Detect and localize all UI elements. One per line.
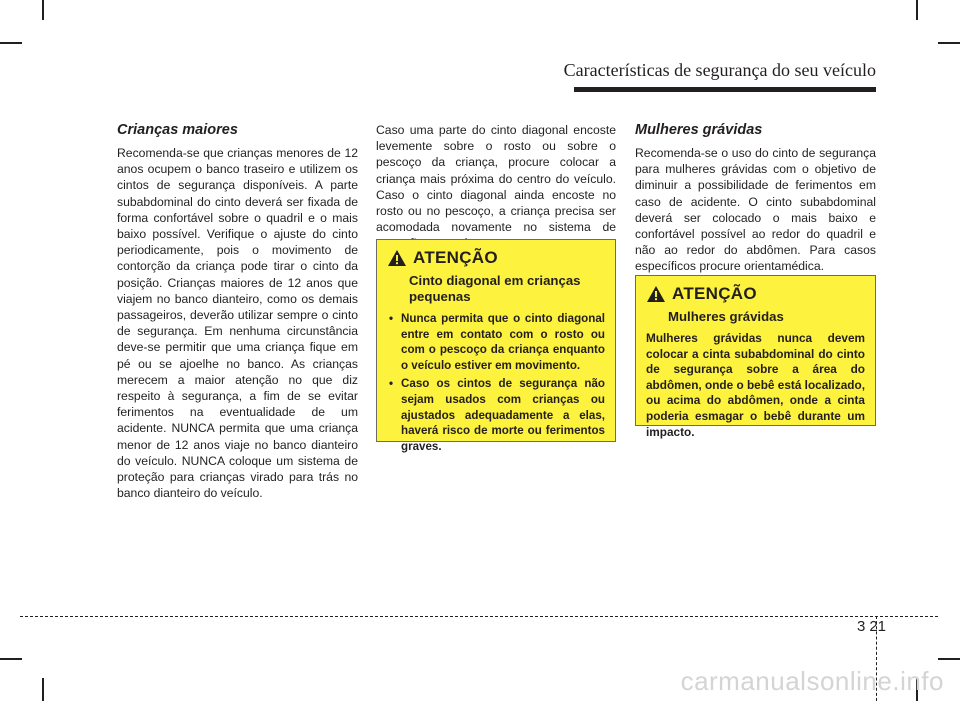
warning-triangle-icon (387, 249, 407, 267)
warning-title: ATENÇÃO (413, 248, 498, 267)
warning-text: Mulheres grávidas nunca devem colocar a cinta subabdominal do cinto de segurança sobre a área do abdômen, onde o bebê está localizado, ou acima do abdômen, onde a cinta poderia esmagar o bebê durante um impacto. (646, 331, 865, 439)
crop-mark (0, 658, 22, 660)
bullet-icon: • (389, 312, 394, 325)
header-rule (574, 87, 876, 92)
watermark: carmanualsonline.info (680, 666, 944, 696)
footer-divider (20, 616, 938, 617)
list-item-text: Caso os cintos de segurança não sejam usados com crianças ou ajustados adequadamente a elas, haverá risco de morte ou ferimentos graves. (401, 377, 605, 453)
crop-mark (938, 42, 960, 44)
body-paragraph: Recomenda-se que crianças menores de 12 anos ocupem o banco traseiro e utilizem os cintos de segurança disponíveis. A parte subabdominal do cinto deverá ser fixada de forma confortável sobre o quadril e o mais baixo possível. Verifique o ajuste do cinto periodicamente, pois o movimento de contorção da criança pode tirar o cinto da posição. Crianças maiores de 12 anos que viajem no banco dianteiro, como os demais passageiros, deverão utilizar sempre o cinto de segurança. Em nenhuma circunstância deve-se permitir que uma criança fique em pé ou se ajoelhe no banco. As crianças merecem a maior atenção no que diz respeito à segurança, a fim de se evitar ferimentos na eventualidade de um acidente. NUNCA permita que uma criança menor de 12 anos viaje no banco dianteiro do veículo. NUNCA coloque um sistema de proteção para crianças virado para trás no banco dianteiro do veículo. (117, 146, 358, 501)
page-number-value: 21 (869, 618, 887, 635)
warning-title: ATENÇÃO (672, 284, 757, 303)
left-column (117, 122, 358, 501)
warning-list (387, 311, 605, 454)
section-heading: Crianças maiores (117, 122, 238, 138)
page-header-title: Características de segurança do seu veículo (563, 60, 876, 80)
list-item (387, 311, 605, 373)
section-heading: Mulheres grávidas (635, 122, 763, 138)
crop-mark (42, 678, 44, 701)
crop-mark (916, 0, 918, 20)
warning-triangle-icon (646, 285, 666, 303)
list-item-text: Nunca permita que o cinto diagonal entre em contato com o rosto ou com o pescoço da criança enquanto o veículo estiver em movimento. (401, 312, 605, 372)
warning-header (387, 248, 605, 268)
bullet-icon: • (389, 377, 394, 391)
warning-subtitle: Mulheres grávidas (668, 309, 784, 324)
warning-subtitle: Cinto diagonal em crianças pequenas (409, 273, 581, 304)
page-number (857, 618, 886, 635)
middle-column (376, 122, 616, 252)
crop-mark (938, 658, 960, 660)
body-paragraph: Recomenda-se o uso do cinto de segurança para mulheres grávidas com o objetivo de diminuir a possibilidade de ferimentos em caso de acidente. O cinto subabdominal deverá ser colocado o mais baixo e confortável possível ao redor do quadril e não ao redor do abdômen. Para casos específicos procure orientamédica. (635, 146, 876, 274)
crop-mark (0, 42, 22, 44)
warning-box (376, 239, 616, 453)
section-number: 3 (857, 618, 866, 635)
right-column (635, 122, 876, 275)
list-item (387, 376, 605, 454)
warning-header (646, 284, 865, 304)
crop-mark (42, 0, 44, 20)
warning-box (635, 275, 876, 439)
body-paragraph: Caso uma parte do cinto diagonal encoste levemente sobre o rosto ou sobre o pescoço da criança, procure colocar a criança mais próxima do centro do veículo. Caso o cinto diagonal ainda encoste no rosto ou no pescoço, a criança precisa ser acomodada novamente no sistema de (376, 123, 616, 235)
